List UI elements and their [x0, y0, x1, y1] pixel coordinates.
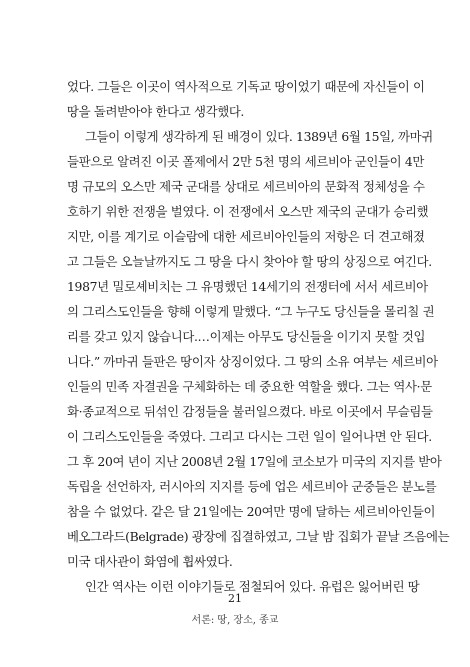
body-text-line: 미국 대사관이 화염에 휩싸였다.: [67, 554, 233, 569]
body-text-line: 지만, 이를 계기로 이슬람에 대한 세르비아인들의 저항은 더 견고해졌: [67, 229, 425, 244]
body-text-line: 참을 수 없었다. 같은 달 21일에는 20여만 명에 달하는 세르비아인들이: [67, 504, 436, 519]
body-text-line: 니다.” 까마귀 들판은 땅이자 상징이었다. 그 땅의 소유 여부는 세르비아: [67, 354, 438, 369]
page-number: 21: [228, 592, 242, 605]
body-text-line: 호하기 위한 전쟁을 벌였다. 이 전쟁에서 오스만 제국의 군대가 승리했: [67, 204, 429, 219]
body-text-line: 인들의 민족 자결권을 구체화하는 데 중요한 역할을 했다. 그는 역사·문: [67, 379, 432, 394]
body-text-line: 고 그들은 오늘날까지도 그 땅을 다시 찾아야 할 땅의 상징으로 여긴다.: [67, 254, 432, 269]
body-text-line: 명 규모의 오스만 제국 군대를 상대로 세르비아의 문화적 정체성을 수: [67, 179, 425, 194]
body-text-line: 었다. 그들은 이곳이 역사적으로 기독교 땅이었기 때문에 자신들이 이: [67, 79, 425, 94]
body-text-line: 1987년 밀로셰비치는 그 유명했던 14세기의 전쟁터에 서서 세르비아: [67, 279, 428, 294]
body-text-line: 리를 갖고 있지 않습니다.…이제는 아무도 당신들을 이기지 못할 것입: [67, 329, 426, 344]
body-text-line: 베오그라드(Belgrade) 광장에 집결하였고, 그날 밤 집회가 끝날 즈음에는: [67, 529, 450, 544]
body-text-line: 화·종교적으로 뒤섞인 감정들을 불러일으켰다. 바로 이곳에서 무슬림들: [67, 404, 433, 419]
paragraph-first-line: 그들이 이렇게 생각하게 된 배경이 있다. 1389년 6월 15일, 까마귀: [85, 129, 433, 144]
running-footer: 서론: 땅, 장소, 종교: [191, 615, 279, 626]
paragraph-first-line: 인간 역사는 이런 이야기들로 점철되어 있다. 유럽은 잃어버린 땅: [85, 579, 420, 594]
body-text-line: 땅을 돌려받아야 한다고 생각했다.: [67, 104, 245, 119]
body-text-line: 의 그리스도인들을 향해 이렇게 말했다. “그 누구도 당신들을 몰리칠 권: [67, 304, 435, 319]
body-text-line: 들판으로 알려진 이곳 폴제에서 2만 5천 명의 세르비아 군인들이 4만: [67, 154, 425, 169]
body-text-line: 이 그리스도인들을 죽였다. 그리고 다시는 그런 일이 일어나면 안 된다.: [67, 429, 432, 444]
body-text-line: 독립을 선언하자, 러시아의 지지를 등에 업은 세르비아 군중들은 분노를: [67, 479, 437, 494]
body-text-line: 그 후 20여 년이 지난 2008년 2월 17일에 코소보가 미국의 지지를 받아: [67, 454, 442, 469]
